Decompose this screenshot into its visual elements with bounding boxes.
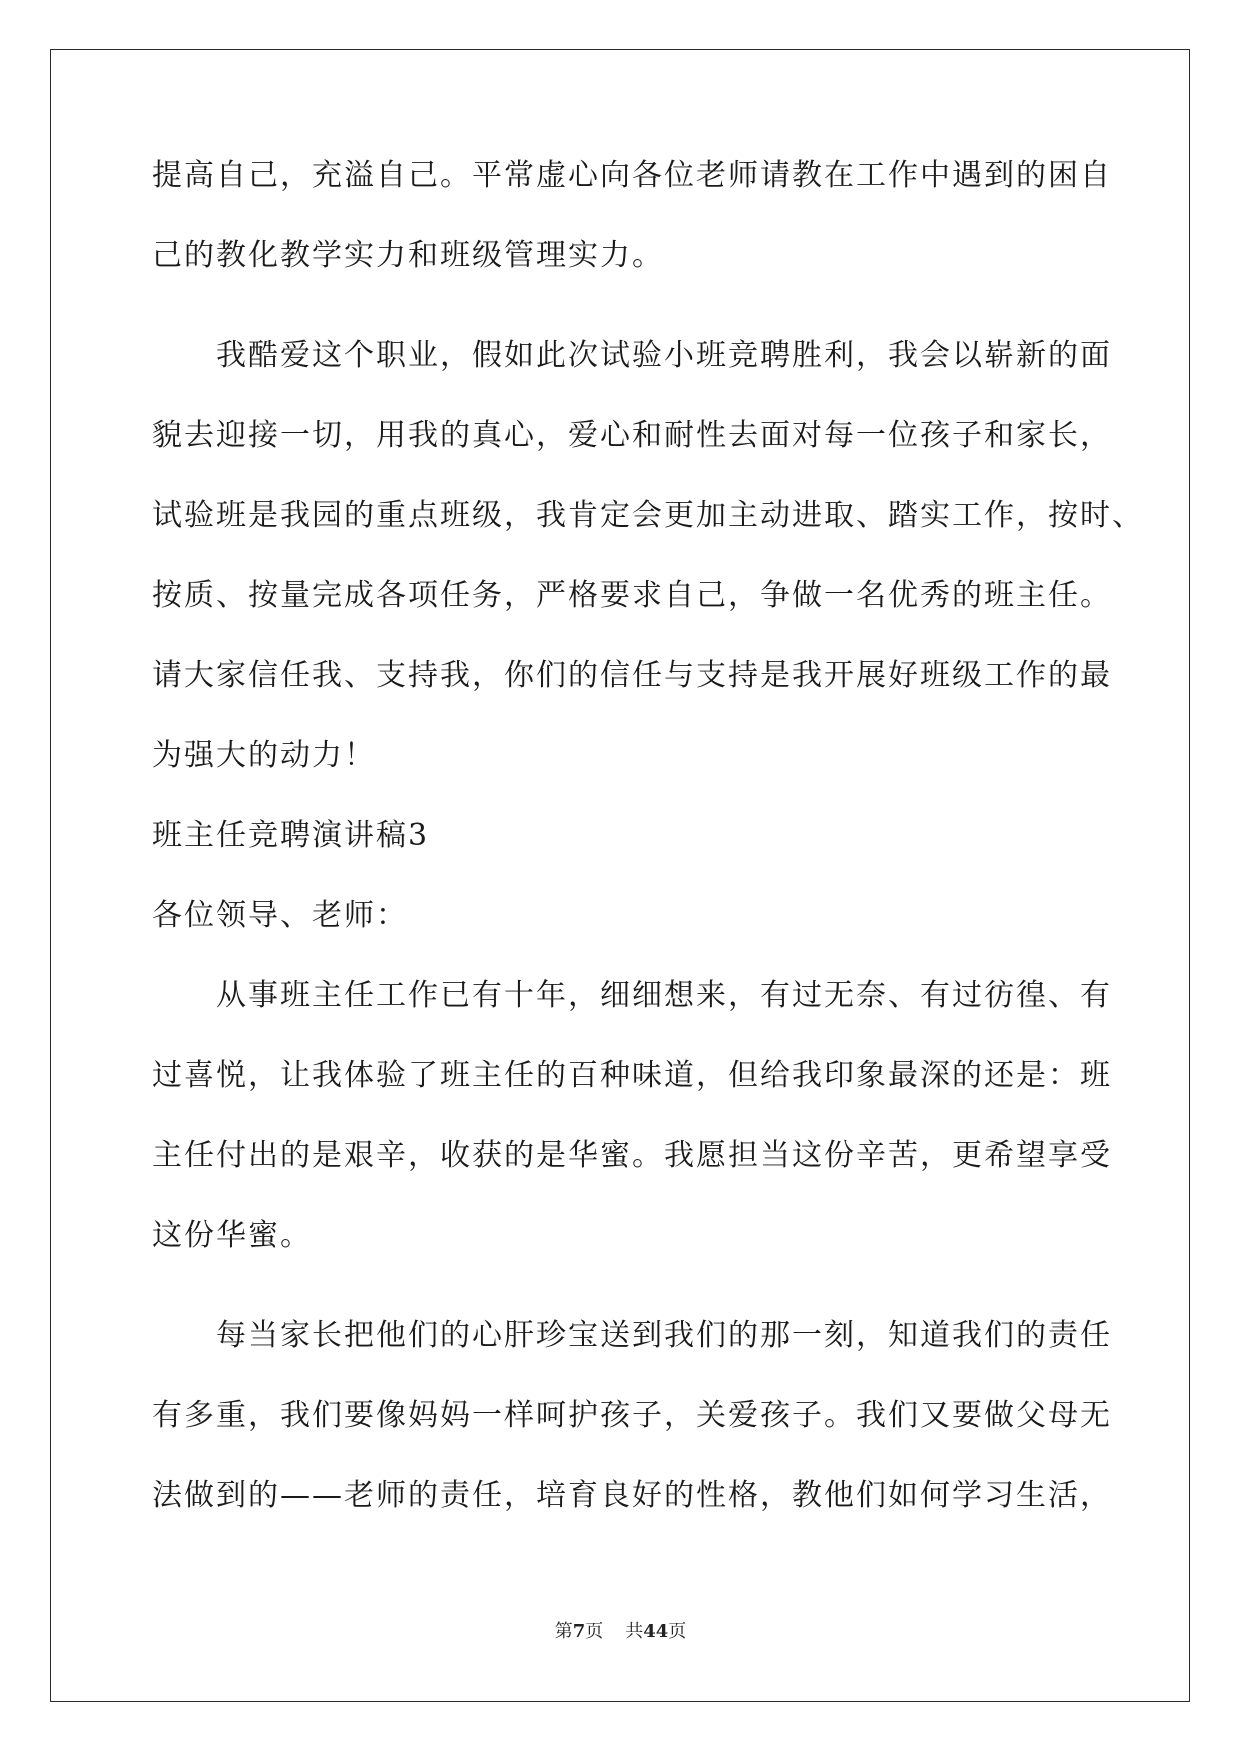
text-line: 从事班主任工作已有十年，细细想来，有过无奈、有过彷徨、有 (216, 978, 1112, 1013)
document-body (152, 158, 1144, 1560)
text-line: 貌去迎接一切，用我的真心，爱心和耐性去面对每一位孩子和家长， (152, 418, 1112, 453)
salutation: 各位领导、老师： (152, 898, 408, 933)
text-line: 试验班是我园的重点班级，我肯定会更加主动进取、踏实工作，按时、 (152, 498, 1144, 533)
text-line: 有多重，我们要像妈妈一样呵护孩子，关爱孩子。我们又要做父母无 (152, 1398, 1112, 1433)
page-suffix: 页 (585, 1621, 604, 1642)
page-footer (0, 1617, 1241, 1643)
text-line: 己的教化教学实力和班级管理实力。 (152, 238, 664, 273)
text-line: 法做到的——老师的责任，培育良好的性格，教他们如何学习生活， (152, 1478, 1112, 1513)
text-line: 提高自己，充溢自己。平常虚心向各位老师请教在工作中遇到的困自 (152, 158, 1112, 193)
text-line: 我酷爱这个职业，假如此次试验小班竞聘胜利，我会以崭新的面 (216, 338, 1112, 373)
text-line: 这份华蜜。 (152, 1218, 312, 1253)
page-number: 7 (572, 1621, 586, 1642)
section-heading: 班主任竞聘演讲稿3 (152, 818, 430, 853)
text-line: 主任付出的是艰辛，收获的是华蜜。我愿担当这份辛苦，更希望享受 (152, 1138, 1112, 1173)
text-line: 为强大的动力！ (152, 738, 376, 773)
text-line: 按质、按量完成各项任务，严格要求自己，争做一名优秀的班主任。 (152, 578, 1112, 613)
text-line: 请大家信任我、支持我，你们的信任与支持是我开展好班级工作的最 (152, 658, 1112, 693)
page-prefix: 第 (554, 1621, 573, 1642)
total-pages: 44 (643, 1621, 669, 1642)
text-line: 每当家长把他们的心肝珍宝送到我们的那一刻，知道我们的责任 (216, 1318, 1112, 1353)
total-suffix: 页 (668, 1621, 687, 1642)
text-line: 过喜悦，让我体验了班主任的百种味道，但给我印象最深的还是：班 (152, 1058, 1112, 1093)
paragraph-gap (152, 1300, 1112, 1320)
paragraph-gap (152, 320, 1112, 340)
total-prefix: 共 (625, 1621, 644, 1642)
